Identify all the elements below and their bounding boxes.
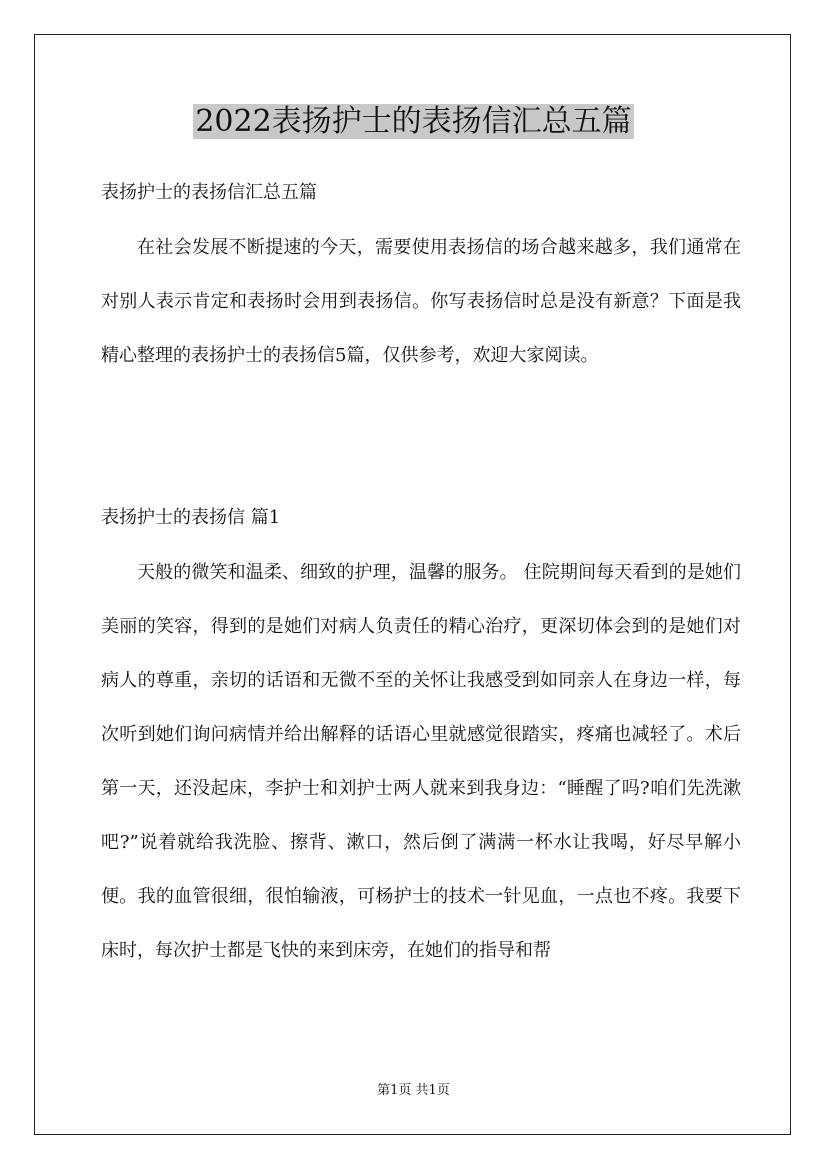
document-subtitle: 表扬护士的表扬信汇总五篇 <box>101 182 317 203</box>
intro-paragraph: 在社会发展不断提速的今天，需要使用表扬信的场合越来越多，我们通常在对别人表示肯定和表扬时会用到表扬信。你写表扬信时总是没有新意？下面是我精心整理的表扬护士的表扬信5篇，仅供参考，欢迎大家阅读。 <box>101 237 741 366</box>
page-footer: 第1页 共1页 <box>377 1083 450 1098</box>
document-title <box>0 102 827 142</box>
document-title-text: 2022表扬护士的表扬信汇总五篇 <box>195 104 632 139</box>
body-paragraph: 天般的微笑和温柔、细致的护理，温馨的服务。 住院期间每天看到的是她们美丽的笑容，得到的是她们对病人负责任的精心治疗，更深切体会到的是她们对病人的尊重，亲切的话语和无微不至的关怀让我感受到如同亲人在身边一样，每次听到她们询问病情并给出解释的话语心里就感觉很踏实，疼痛也减轻了。术后第一天，还没起床，李护士和刘护士两人就来到我身边：“睡醒了吗?咱们先洗漱吧?”说着就给我洗脸、擦背、漱口，然后倒了满满一杯水让我喝，好尽早解小便。我的血管很细，很怕输液，可杨护士的技术一针见血，一点也不疼。我要下床时，每次护士都是飞快的来到床旁，在她们的指导和帮 <box>101 562 741 961</box>
section-heading: 表扬护士的表扬信 篇1 <box>101 507 281 528</box>
